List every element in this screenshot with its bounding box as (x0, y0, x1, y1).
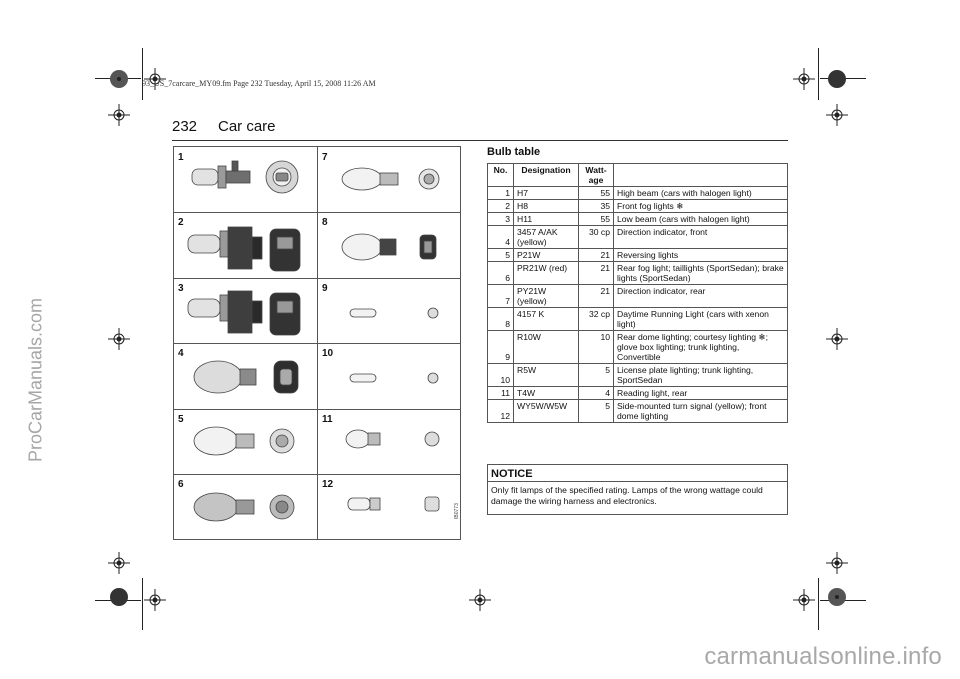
registration-crosshair-mark (144, 589, 166, 611)
cell-no: 5 (488, 249, 514, 262)
bulb-drawings (174, 147, 460, 539)
registration-crosshair-mark (793, 68, 815, 90)
cell-wattage: 55 (579, 213, 614, 226)
cell-no: 4 (488, 226, 514, 249)
cell-designation: PY21W (yellow) (514, 285, 579, 308)
cell-number: 8 (322, 217, 328, 228)
cell-wattage: 5 (579, 400, 614, 423)
cell-usage: Side-mounted turn signal (yellow); front dome lighting (614, 400, 788, 423)
registration-crosshair-mark (108, 328, 130, 350)
cell-no: 3 (488, 213, 514, 226)
bottom-watermark: carmanualsonline.info (704, 643, 942, 670)
cell-wattage: 4 (579, 387, 614, 400)
table-row (488, 400, 788, 423)
cell-no: 1 (488, 187, 514, 200)
table-row (488, 187, 788, 200)
cell-no: 8 (488, 308, 514, 331)
bulb-pr21w-illustration (194, 493, 294, 521)
header-no: No. (488, 164, 514, 187)
print-header: 93_US_7carcare_MY09.fm Page 232 Tuesday, April 15, 2008 11:26 AM (142, 79, 376, 88)
cell-wattage: 21 (579, 262, 614, 285)
table-header-row (488, 164, 788, 187)
cell-number: 10 (322, 348, 334, 359)
notice-title: NOTICE (488, 465, 787, 482)
cell-no: 11 (488, 387, 514, 400)
header-usage (614, 164, 788, 187)
registration-crosshair-mark (469, 589, 491, 611)
cell-no: 2 (488, 200, 514, 213)
table-row (488, 213, 788, 226)
registration-crosshair-mark (108, 104, 130, 126)
cell-designation: R5W (514, 364, 579, 387)
table-row (488, 308, 788, 331)
cell-designation: 4157 K (514, 308, 579, 331)
cell-usage: Rear dome lighting; courtesy lighting ❄; glove box lighting; trunk lighting, Convertible (614, 331, 788, 364)
crop-mark (142, 48, 143, 100)
registration-crosshair-mark (826, 328, 848, 350)
cell-no: 9 (488, 331, 514, 364)
bulb-figure (173, 146, 461, 540)
cell-wattage: 35 (579, 200, 614, 213)
cell-wattage: 55 (579, 187, 614, 200)
cell-usage: High beam (cars with halogen light) (614, 187, 788, 200)
header-wattage: Watt-age (579, 164, 614, 187)
section-title: Car care (218, 118, 276, 135)
bulb-p21w-illustration (194, 427, 294, 455)
bulb-h7-illustration (192, 161, 298, 193)
cell-number: 9 (322, 283, 328, 294)
cell-usage: Direction indicator, rear (614, 285, 788, 308)
registration-crosshair-mark (826, 104, 848, 126)
cell-no: 6 (488, 262, 514, 285)
cell-usage: Daytime Running Light (cars with xenon light) (614, 308, 788, 331)
cell-usage: Rear fog light; taillights (SportSedan); brake lights (SportSedan) (614, 262, 788, 285)
bulb-py21w-illustration (342, 168, 439, 190)
table-row (488, 226, 788, 249)
cell-designation: P21W (514, 249, 579, 262)
bulb-r5w-illustration (350, 373, 438, 383)
cell-wattage: 10 (579, 331, 614, 364)
cell-wattage: 30 cp (579, 226, 614, 249)
side-watermark: ProCarManuals.com (25, 297, 46, 463)
crop-mark (818, 578, 819, 630)
bulb-table (487, 163, 788, 423)
cell-no: 12 (488, 400, 514, 423)
cell-usage: Reading light, rear (614, 387, 788, 400)
cell-number: 3 (178, 283, 184, 294)
cell-designation: H8 (514, 200, 579, 213)
cell-wattage: 5 (579, 364, 614, 387)
registration-dot-mark (108, 586, 130, 608)
cell-no: 10 (488, 364, 514, 387)
cell-usage: Direction indicator, front (614, 226, 788, 249)
cell-designation: PR21W (red) (514, 262, 579, 285)
bulb-4157-illustration (342, 234, 436, 260)
cell-designation: WY5W/W5W (514, 400, 579, 423)
crop-mark (818, 48, 819, 100)
header-rule (172, 140, 788, 141)
table-row (488, 331, 788, 364)
bulb-h8-illustration (188, 227, 300, 271)
table-row (488, 200, 788, 213)
cell-wattage: 32 cp (579, 308, 614, 331)
crop-mark (142, 578, 143, 630)
cell-usage: Reversing lights (614, 249, 788, 262)
cell-number: 12 (322, 479, 334, 490)
bulb-h11-illustration (188, 291, 300, 335)
notice-text: Only fit lamps of the specified rating. Lamps of the wrong wattage could damage the wiring harness and electronics. (491, 485, 763, 506)
cell-number: 11 (322, 414, 333, 425)
registration-crosshair-mark (793, 589, 815, 611)
notice-box (487, 464, 788, 515)
header-designation: Designation (514, 164, 579, 187)
cell-no: 7 (488, 285, 514, 308)
figure-code: IB0773 (454, 503, 460, 519)
cell-number: 6 (178, 479, 184, 490)
cell-designation: H7 (514, 187, 579, 200)
table-row (488, 262, 788, 285)
registration-dot-mark (826, 586, 848, 608)
bulb-table-title: Bulb table (487, 146, 541, 158)
cell-designation: T4W (514, 387, 579, 400)
table-row (488, 387, 788, 400)
cell-number: 7 (322, 152, 328, 163)
registration-dot-mark (108, 68, 130, 90)
table-row (488, 249, 788, 262)
table-row (488, 285, 788, 308)
registration-crosshair-mark (826, 552, 848, 574)
bulb-t4w-illustration (346, 430, 439, 448)
cell-designation: 3457 A/AK (yellow) (514, 226, 579, 249)
cell-number: 4 (178, 348, 184, 359)
cell-usage: Front fog lights ❄ (614, 200, 788, 213)
bulb-r10w-illustration (350, 308, 438, 318)
registration-crosshair-mark (108, 552, 130, 574)
cell-wattage: 21 (579, 285, 614, 308)
table-row (488, 364, 788, 387)
page-number: 232 (172, 118, 198, 135)
cell-wattage: 21 (579, 249, 614, 262)
bulb-3457-illustration (194, 361, 298, 393)
registration-dot-mark (826, 68, 848, 90)
cell-usage: License plate lighting; trunk lighting, SportSedan (614, 364, 788, 387)
cell-number: 2 (178, 217, 184, 228)
cell-number: 5 (178, 414, 184, 425)
cell-number: 1 (178, 152, 184, 163)
bulb-wy5w-illustration (348, 497, 439, 511)
cell-designation: H11 (514, 213, 579, 226)
cell-usage: Low beam (cars with halogen light) (614, 213, 788, 226)
cell-designation: R10W (514, 331, 579, 364)
